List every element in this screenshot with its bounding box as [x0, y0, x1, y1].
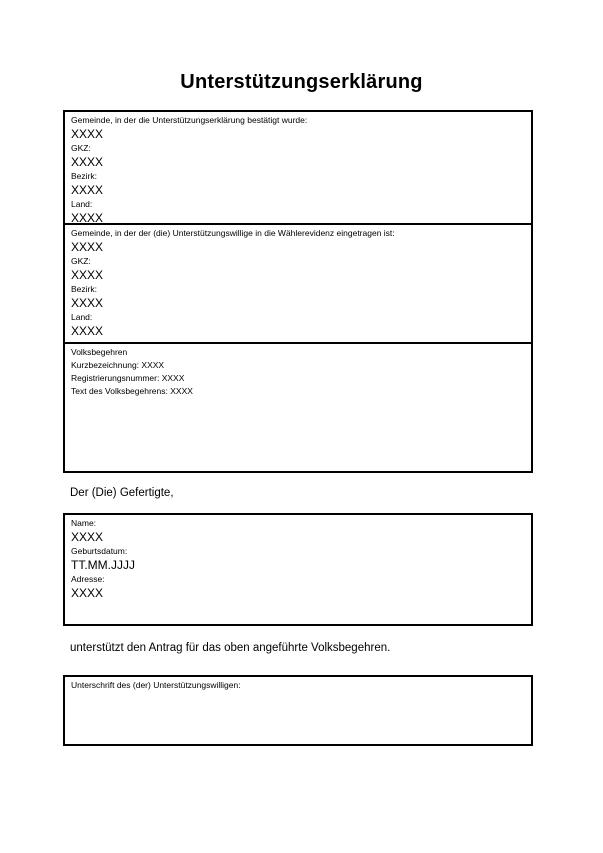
field-adresse — [71, 573, 523, 601]
declarant-intro-text: Der (Die) Gefertigte, — [70, 487, 174, 499]
field-confirm-gkz — [71, 142, 523, 170]
field-registry-gemeinde — [71, 227, 523, 255]
volksbegehren-registrierungsnummer-line: Registrierungsnummer: XXXX — [71, 373, 185, 383]
field-name-label: Name: — [71, 518, 97, 528]
declarant-box — [63, 513, 533, 626]
field-confirm-land-value: XXXX — [71, 211, 104, 225]
field-adresse-value: XXXX — [71, 586, 104, 600]
volksbegehren-heading: Volksbegehren — [71, 347, 128, 357]
field-adresse-label: Adresse: — [71, 574, 105, 584]
field-confirm-gemeinde-value: XXXX — [71, 127, 104, 141]
field-confirm-bezirk — [71, 170, 523, 198]
signature-box-label: Unterschrift des (der) Unterstützungswilligen: — [71, 680, 241, 690]
field-registry-land — [71, 311, 523, 339]
field-registry-gkz — [71, 255, 523, 283]
field-confirm-bezirk-value: XXXX — [71, 183, 104, 197]
municipality-volksbegehren-box — [63, 110, 533, 473]
field-geburtsdatum-value: TT.MM.JJJJ — [71, 558, 135, 572]
section-confirming-municipality — [65, 112, 531, 223]
field-registry-gemeinde-value: XXXX — [71, 240, 104, 254]
support-statement-text: unterstützt den Antrag für das oben angeführte Volksbegehren. — [70, 642, 391, 654]
field-registry-bezirk — [71, 283, 523, 311]
field-geburtsdatum — [71, 545, 523, 573]
field-confirm-gemeinde — [71, 114, 523, 142]
field-confirm-bezirk-label: Bezirk: — [71, 171, 97, 181]
volksbegehren-text-line: Text des Volksbegehrens: XXXX — [71, 386, 193, 396]
field-confirm-land — [71, 198, 523, 226]
field-registry-gkz-label: GKZ: — [71, 256, 91, 266]
field-registry-bezirk-value: XXXX — [71, 296, 104, 310]
section-voter-registry-municipality — [65, 223, 531, 342]
volksbegehren-kurzbezeichnung-line: Kurzbezeichnung: XXXX — [71, 360, 165, 370]
field-name — [71, 517, 523, 545]
section-volksbegehren — [65, 342, 531, 471]
field-registry-gemeinde-label: Gemeinde, in der der (die) Unterstützungswillige in die Wählerevidenz eingetragen ist: — [71, 228, 395, 238]
field-confirm-gkz-value: XXXX — [71, 155, 104, 169]
field-confirm-gkz-label: GKZ: — [71, 143, 91, 153]
field-geburtsdatum-label: Geburtsdatum: — [71, 546, 128, 556]
field-confirm-gemeinde-label: Gemeinde, in der die Unterstützungserklärung bestätigt wurde: — [71, 115, 308, 125]
field-registry-gkz-value: XXXX — [71, 268, 104, 282]
field-registry-bezirk-label: Bezirk: — [71, 284, 97, 294]
field-name-value: XXXX — [71, 530, 104, 544]
field-confirm-land-label: Land: — [71, 199, 93, 209]
field-registry-land-value: XXXX — [71, 324, 104, 338]
page-title: Unterstützungserklärung — [180, 71, 423, 93]
signature-box — [63, 675, 533, 746]
field-registry-land-label: Land: — [71, 312, 93, 322]
